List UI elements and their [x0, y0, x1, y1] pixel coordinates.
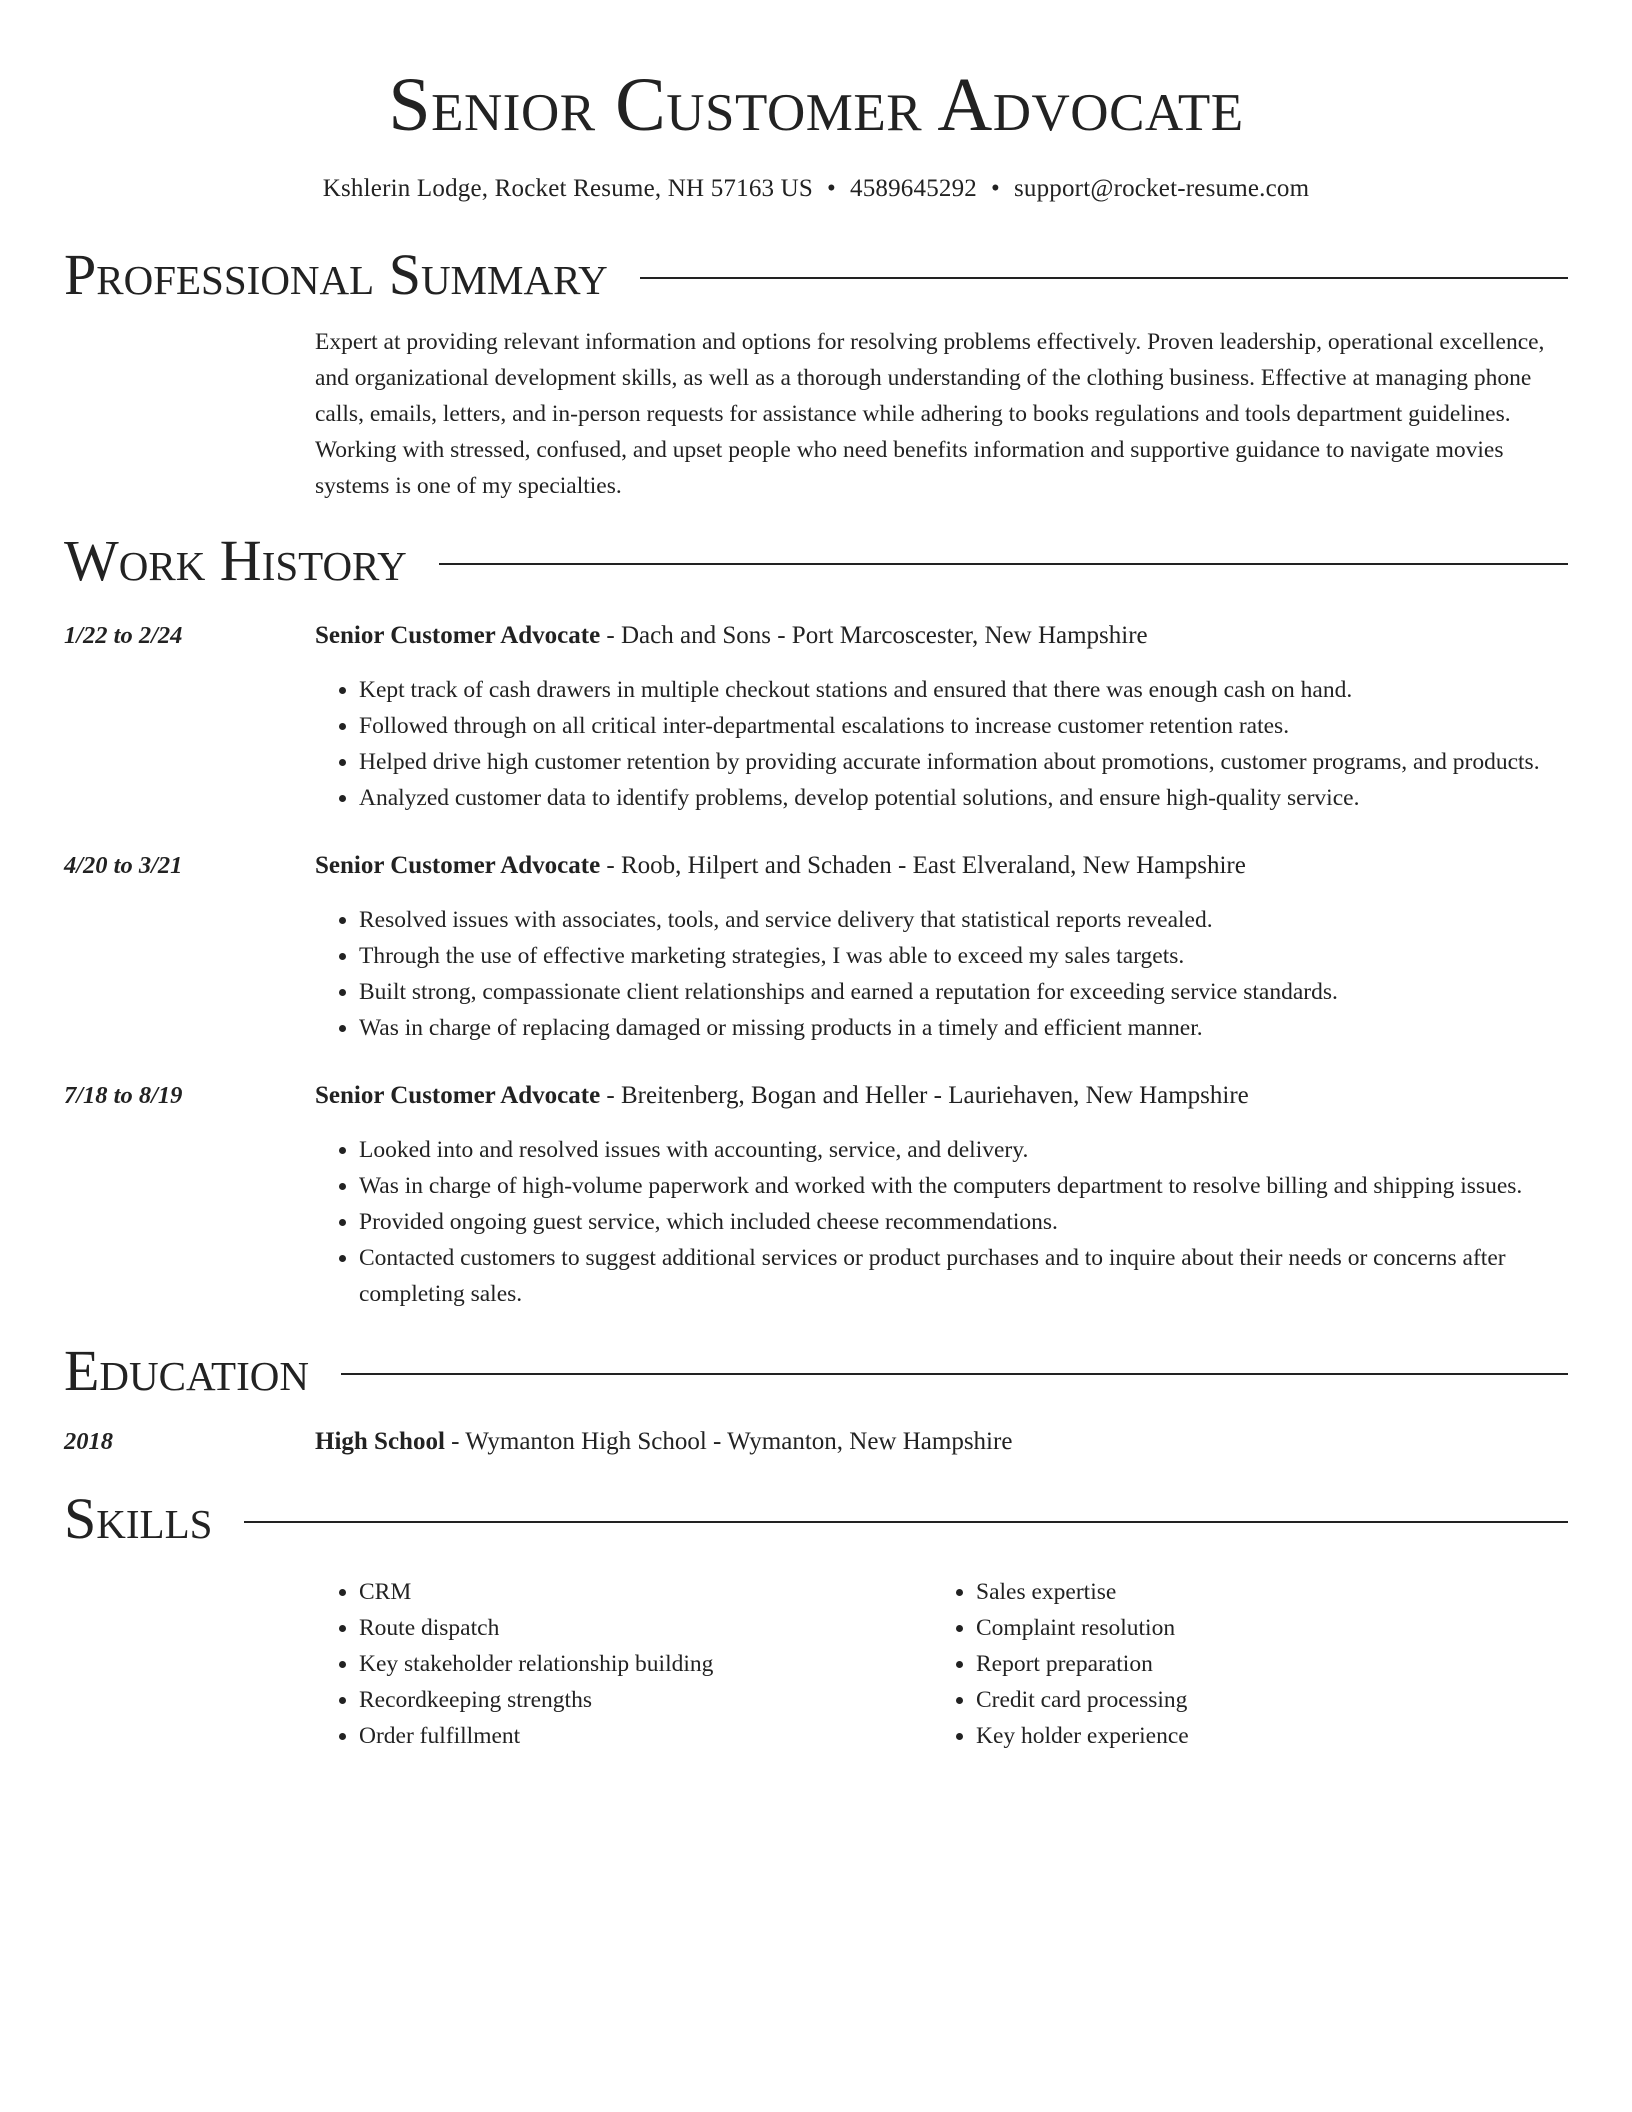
list-item: • Provided ongoing guest service, which included cheese recommendations. — [359, 1204, 1568, 1240]
job-header — [315, 618, 1568, 654]
resume-page — [64, 0, 1568, 1754]
list-item: • Built strong, compassionate client relationships and earned a reputation for exceeding service standards. — [359, 974, 1568, 1010]
job-date: 7/18 to 8/19 — [64, 1081, 183, 1109]
skills-column-right — [932, 1574, 1549, 1754]
job-bullets — [315, 1132, 1568, 1312]
contact-line — [64, 172, 1568, 206]
list-item: • Contacted customers to suggest additional services or product purchases and to inquire about their needs or concerns after completing sales. — [359, 1240, 1568, 1312]
contact-address: Kshlerin Lodge, Rocket Resume, NH 57163 US — [322, 175, 814, 202]
job-entry — [64, 848, 1568, 1046]
list-item: • Order fulfillment — [359, 1718, 932, 1754]
job-body — [315, 618, 1568, 816]
section-heading-summary — [64, 242, 1568, 308]
contact-email: support@rocket-resume.com — [1013, 175, 1310, 202]
job-header — [315, 848, 1568, 884]
education-entry — [64, 1424, 1568, 1460]
section-heading-label: Professional Summary — [64, 242, 608, 307]
education-degree: High School — [315, 1427, 445, 1455]
list-item: • Analyzed customer data to identify problems, develop potential solutions, and ensure high-quality service. — [359, 780, 1568, 816]
list-item: • Key stakeholder relationship building — [359, 1646, 932, 1682]
list-item: • Looked into and resolved issues with accounting, service, and delivery. — [359, 1132, 1568, 1168]
job-header — [315, 1078, 1568, 1114]
list-item: • Was in charge of replacing damaged or missing products in a timely and efficient manner. — [359, 1010, 1568, 1046]
list-item: • Kept track of cash drawers in multiple checkout stations and ensured that there was enough cash on hand. — [359, 672, 1568, 708]
job-date: 4/20 to 3/21 — [64, 851, 183, 879]
list-item: • Recordkeeping strengths — [359, 1682, 932, 1718]
list-item: • Report preparation — [976, 1646, 1549, 1682]
job-role: Senior Customer Advocate — [315, 621, 601, 649]
job-role: Senior Customer Advocate — [315, 1081, 601, 1109]
job-entry — [64, 618, 1568, 816]
education-date: 2018 — [64, 1427, 113, 1455]
job-date: 1/22 to 2/24 — [64, 621, 183, 649]
section-heading-label: Education — [64, 1337, 309, 1403]
job-body — [315, 1078, 1568, 1312]
section-divider — [244, 1521, 1568, 1523]
contact-separator: • — [991, 175, 1000, 202]
list-item: • Sales expertise — [976, 1574, 1549, 1610]
list-item: • Through the use of effective marketing strategies, I was able to exceed my sales targets. — [359, 938, 1568, 974]
section-divider — [439, 563, 1568, 565]
job-details: - Roob, Hilpert and Schaden - East Elveraland, New Hampshire — [600, 851, 1246, 879]
skills-column-left — [315, 1574, 932, 1754]
job-details: - Breitenberg, Bogan and Heller - Lauriehaven, New Hampshire — [600, 1081, 1249, 1109]
resume-title: Senior Customer Advocate — [388, 63, 1244, 147]
list-item: • Key holder experience — [976, 1718, 1549, 1754]
section-divider — [640, 277, 1568, 279]
education-header — [315, 1424, 1012, 1460]
job-details: - Dach and Sons - Port Marcoscester, New Hampshire — [600, 621, 1148, 649]
list-item: • Resolved issues with associates, tools, and service delivery that statistical reports revealed. — [359, 902, 1568, 938]
skills-list — [315, 1574, 932, 1754]
list-item: • CRM — [359, 1574, 932, 1610]
skills-list — [932, 1574, 1549, 1754]
list-item: • Followed through on all critical inter-departmental escalations to increase customer retention rates. — [359, 708, 1568, 744]
list-item: • Was in charge of high-volume paperwork and worked with the computers department to resolve billing and shipping issues. — [359, 1168, 1568, 1204]
job-entry — [64, 1078, 1568, 1312]
job-body — [315, 848, 1568, 1046]
section-heading-skills — [64, 1486, 1568, 1552]
skills-columns — [315, 1574, 1568, 1754]
contact-phone: 4589645292 — [850, 175, 977, 202]
summary-paragraph: Expert at providing relevant information and options for resolving problems effectively. Proven leadership, operational excellence, and organizational development skills, as well as a thorough understanding of the clothing business. Effective at managing phone calls, emails, letters, and in-person requests for assistance while adhering to books regulations and tools department guidelines. Working with stressed, confused, and upset people who need benefits information and supportive guidance to navigate movies systems is one of my specialties. — [315, 329, 1545, 499]
contact-separator: • — [827, 175, 836, 202]
job-bullets — [315, 902, 1568, 1046]
section-divider — [341, 1373, 1568, 1375]
education-details: - Wymanton High School - Wymanton, New Hampshire — [444, 1427, 1013, 1455]
list-item: • Helped drive high customer retention by providing accurate information about promotions, customer programs, and products. — [359, 744, 1568, 780]
job-role: Senior Customer Advocate — [315, 851, 601, 879]
section-heading-work-history — [64, 528, 1568, 594]
job-bullets — [315, 672, 1568, 816]
list-item: • Route dispatch — [359, 1610, 932, 1646]
list-item: • Credit card processing — [976, 1682, 1549, 1718]
section-heading-label: Work History — [64, 527, 407, 593]
section-heading-label: Skills — [64, 1485, 213, 1551]
section-heading-education — [64, 1338, 1568, 1404]
list-item: • Complaint resolution — [976, 1610, 1549, 1646]
